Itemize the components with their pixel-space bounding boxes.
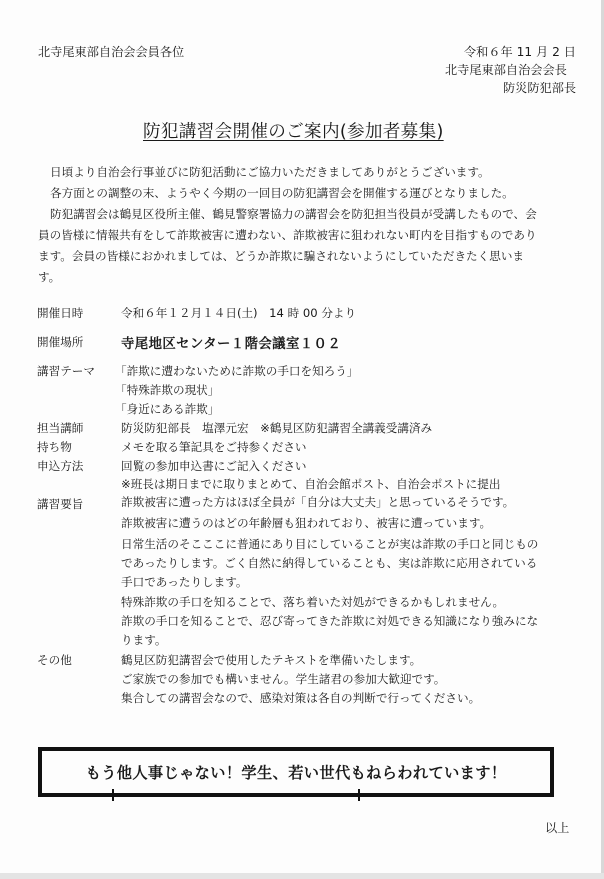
summary-line: であったりします。ごく自然に納得していることも、実は詐欺に応用されている (121, 556, 538, 570)
sender-organization: 北寺尾東部自治会会長 (445, 63, 567, 77)
apply-note: ※班長は期日までに取りまとめて、自治会館ポスト、自治会ポストに提出 (121, 477, 501, 491)
intro-paragraph-3-line-2: 員の皆様に情報共有をして詐欺被害に遭わない、詐欺被害に狙われない町内を目指すものであり (38, 228, 537, 242)
date-value: 令和６年１２月１４日(土) 14 時 00 分より (121, 306, 357, 320)
intro-paragraph-2: 各方面との調整の末、ようやく今期の一回目の防犯講習会を開催する運びとなりました。 (50, 186, 514, 200)
summary-line: 詐欺の手口を知ることで、忍び寄ってきた詐欺に対処できる知識になり強みにな (121, 614, 539, 628)
banner-tick-mark (112, 789, 114, 801)
apply-label: 申込方法 (37, 459, 84, 473)
intro-section (38, 162, 586, 288)
warning-banner (38, 747, 554, 797)
warning-banner-text: もう他人事じゃない！学生、若い世代もねらわれています！ (85, 764, 507, 782)
page-bottom-shadow (0, 873, 604, 879)
summary-line: 特殊詐欺の手口を知ることで、落ち着いた対処ができるかもしれません。 (121, 595, 505, 609)
venue-label: 開催場所 (37, 335, 84, 349)
lecturer-label: 担当講師 (37, 421, 84, 435)
summary-line: 詐欺被害に遭った方はほぼ全員が「自分は大丈夫」と思っているそうです。 (121, 495, 515, 509)
summary-line: ります。 (121, 633, 167, 647)
theme-item: 「身近にある詐欺」 (115, 402, 220, 416)
summary-label: 講習要旨 (37, 497, 84, 511)
summary-line: 手口であったりします。 (121, 575, 248, 589)
apply-value: 回覧の参加申込書にご記入ください (121, 459, 307, 473)
issue-date: 令和６年 11 月 2 日 (464, 45, 576, 59)
intro-paragraph-3-line-3: ます。会員の皆様におかれましては、どうか詐欺に騙されないようにしていただきたく思いま (38, 249, 525, 263)
bring-value: メモを取る筆記具をご持参ください (121, 440, 307, 454)
lecturer-value: 防災防犯部長 塩澤元宏 ※鶴見区防犯講習全講義受講済み (121, 421, 433, 435)
intro-paragraph-3-line-4: す。 (38, 270, 61, 284)
theme-item: 「詐欺に遭わないために詐欺の手口を知ろう」 (115, 364, 359, 378)
theme-label: 講習テーマ (37, 364, 95, 378)
intro-paragraph-1: 日頃より自治会行事並びに防犯活動にご協力いただきましてありがとうございます。 (50, 165, 490, 179)
recipient-line: 北寺尾東部自治会会員各位 (38, 45, 185, 59)
summary-line: 詐欺被害に遭うのはどの年齢層も狙われており、被害に遭っています。 (121, 516, 492, 530)
sender-department: 防災防犯部長 (503, 81, 577, 95)
theme-item: 「特殊詐欺の現状」 (115, 383, 220, 397)
other-line: 鶴見区防犯講習会で使用したテキストを準備いたします。 (121, 653, 422, 667)
venue-value: 寺尾地区センター１階会議室１０２ (121, 337, 342, 352)
other-line: ご家族での参加でも構いません。学生諸君の参加大歓迎です。 (121, 672, 446, 686)
intro-paragraph-3-line-1: 防犯講習会は鶴見区役所主催、鶴見警察署協力の講習会を防犯担当役員が受講したもので、会 (50, 207, 537, 221)
other-label: その他 (37, 653, 72, 667)
date-label: 開催日時 (37, 306, 84, 320)
summary-line: 日常生活のそこここに普通にあり目にしていることが実は詐欺の手口と同じもの (121, 537, 539, 551)
document-title: 防犯講習会開催のご案内(参加者募集) (143, 122, 444, 142)
other-line: 集合しての講習会なので、感染対策は各自の判断で行ってください。 (121, 691, 481, 705)
bring-label: 持ち物 (37, 440, 72, 454)
closing-mark: 以上 (545, 821, 570, 835)
banner-tick-mark (358, 789, 360, 801)
